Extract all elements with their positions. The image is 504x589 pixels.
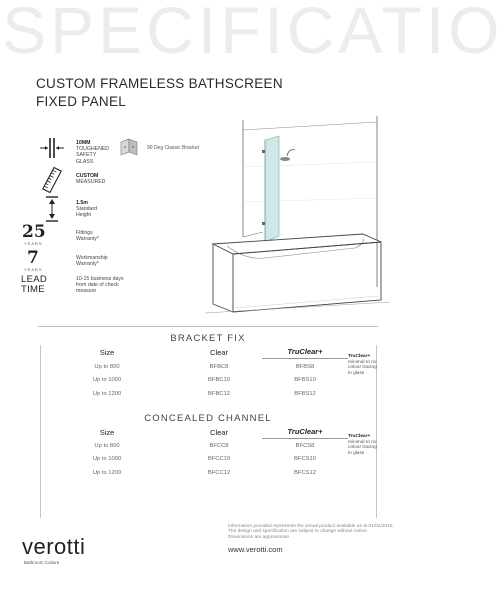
table-cell: BFBS8 [295, 364, 315, 370]
spec-height-bold: 1.5m [76, 200, 88, 206]
bracket-label: 90 Deg Classic Bracket [147, 145, 199, 151]
bracket-header-truclear: TruClear+ [287, 347, 323, 356]
spec-workmanship [76, 255, 156, 267]
concealed-header-clear: Clear [210, 428, 228, 437]
spec-height [76, 200, 156, 219]
table-row: Up to 800 [94, 443, 120, 449]
bracket-image [118, 136, 140, 158]
table-cell: BFBS10 [294, 377, 316, 383]
spec-height-line2: Height [76, 212, 91, 219]
disclaimer-line3: Dimensions are approximate [228, 534, 290, 540]
spec-glass-line1: TOUGHENED [76, 146, 110, 153]
lead-word: LEAD [21, 274, 48, 285]
logo-tagline: Bathroom Culture [24, 560, 60, 565]
background-watermark-word: SPECIFICATIO [2, 0, 504, 67]
spec-fittings-line2: Warranty* [76, 236, 99, 243]
note-bold: TruClear+ [348, 434, 371, 439]
bracket-header-clear: Clear [210, 348, 228, 357]
concealed-left-rule [40, 424, 41, 518]
spec-lead-time [76, 276, 156, 295]
concealed-truclear-note [348, 434, 400, 456]
note-line3: in glass [348, 370, 365, 376]
spec-fittings [76, 230, 156, 242]
spec-custom [76, 173, 156, 185]
table-cell: BFCS10 [294, 456, 316, 462]
page-title: CUSTOM FRAMELESS BATHSCREEN [36, 76, 283, 91]
spec-height-line1: Standard [76, 206, 98, 213]
note-line1: minimal to no [348, 439, 377, 445]
table-cell: BFBC12 [208, 391, 230, 397]
table-row: Up to 1200 [92, 470, 122, 476]
table-cell: BFCC8 [209, 443, 229, 449]
spec-glass [76, 140, 156, 165]
spec-custom-bold: CUSTOM [76, 173, 99, 179]
spec-glass-bold: 10MM [76, 140, 91, 146]
table-cell: BFCC10 [207, 456, 231, 462]
table-row: Up to 1000 [92, 377, 122, 383]
time-word: TIME [21, 284, 45, 295]
disclaimer-text [228, 524, 398, 540]
spec-workmanship-line2: Warranty* [76, 261, 99, 268]
website-link[interactable]: www.verotti.com [228, 545, 283, 554]
spec-lead-line1: 10-15 business days [76, 276, 124, 282]
page-subtitle: FIXED PANEL [36, 94, 127, 109]
note-bold: TruClear+ [348, 354, 371, 359]
lead-time-badge [21, 275, 47, 295]
height-arrow-icon [38, 195, 66, 223]
note-line2: colour tracing [348, 365, 377, 371]
table-row: Up to 800 [94, 364, 120, 370]
table-row: Up to 1200 [92, 391, 122, 397]
spec-glass-line2: SAFETY [76, 152, 97, 159]
bathscreen-sketch [205, 112, 390, 317]
table-cell: BFBC8 [209, 364, 229, 370]
table-row: Up to 1000 [92, 456, 122, 462]
table-cell: BFCS8 [295, 443, 315, 449]
table-cell: BFBS12 [294, 391, 316, 397]
workmanship-years-label: YEARS [24, 267, 43, 272]
table-cell: BFBC10 [208, 377, 230, 383]
bracket-truclear-note [348, 354, 400, 376]
fittings-warranty-badge: 25 [22, 222, 46, 242]
disclaimer-line1: Information provided represents the actual product available as at 01/01/2015. [228, 524, 394, 529]
spec-workmanship-line1: Workmanship [76, 255, 108, 261]
bracket-fix-title: BRACKET FIX [170, 333, 246, 344]
spec-custom-line1: MEASURED [76, 179, 106, 186]
disclaimer-line2: The design and specification are subject to change without notice. [228, 529, 368, 535]
ruler-icon [38, 166, 66, 194]
section-divider [38, 326, 378, 327]
fittings-years-label: YEARS [24, 241, 43, 246]
table-cell: BFCC12 [207, 470, 231, 476]
workmanship-warranty-badge: 7 [27, 248, 39, 268]
glass-thickness-icon [38, 134, 66, 162]
verotti-logo: verotti [22, 534, 86, 559]
bracket-truclear-underline [262, 358, 348, 359]
spec-glass-line3: GLASS [76, 158, 94, 165]
note-line2: colour tracing [348, 445, 377, 451]
spec-fittings-line1: Fittings [76, 230, 93, 236]
note-line1: minimal to no [348, 359, 377, 365]
spec-lead-line2: from date of check [76, 282, 119, 289]
concealed-header-size: Size [99, 428, 115, 437]
concealed-truclear-underline [262, 438, 348, 439]
spec-lead-line3: measure [76, 288, 97, 295]
note-line3: in glass [348, 450, 365, 456]
concealed-channel-title: CONCEALED CHANNEL [144, 413, 272, 424]
bracket-header-size: Size [99, 348, 115, 357]
concealed-header-truclear: TruClear+ [287, 427, 323, 436]
table-cell: BFCS12 [294, 470, 316, 476]
